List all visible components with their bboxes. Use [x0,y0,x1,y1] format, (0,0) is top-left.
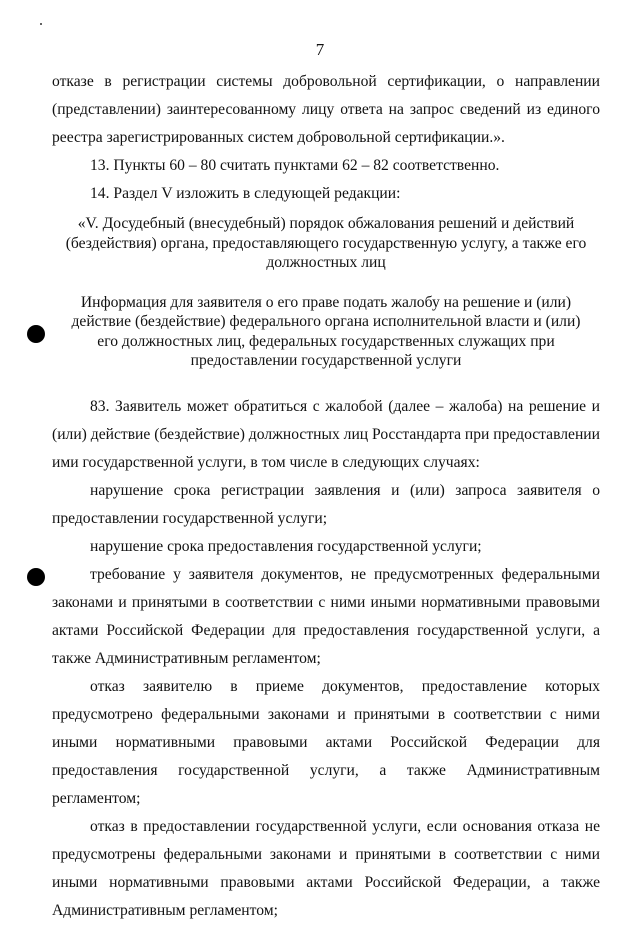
section-heading: «V. Досудебный (внесудебный) порядок обжалования решений и действий (бездействия) органа, предоставляющего государственную услугу, а также его должностных лиц [65,215,587,271]
paragraph-item-13: 13. Пункты 60 – 80 считать пунктами 62 – 82 соответственно. [90,157,500,174]
scan-speck [40,23,42,25]
paragraph-item-83: 83. Заявитель может обратиться с жалобой (далее – жалоба) на решение и (или) действие (бездействие) должностных лиц Росстандарта при предоставлении ими государственной услуги, в том числе в следующих случаях: [52,397,600,471]
list-item-case: нарушение срока регистрации заявления и (или) запроса заявителя о предоставлении государственной услуги; [52,481,600,527]
page-number: 7 [315,40,325,59]
section-subheading: Информация для заявителя о его праве подать жалобу на решение и (или) действие (бездействие) федерального органа исполнительной власти и (или) его должностных лиц, федеральных государственных служащих при предоставлении государственной услуги [71,293,581,369]
punch-hole [27,325,45,343]
punch-hole [27,568,45,586]
list-item-case: нарушение срока предоставления государственной услуги; [90,537,482,555]
list-item-case: отказ в предоставлении государственной услуги, если основания отказа не предусмотрены федеральными законами и принятыми в соответствии с ними иными нормативными правовыми актами Российской Федерации, а также [52,817,600,891]
list-item-case: отказ заявителю в приеме документов, предоставление которых предусмотрено федеральными законами и принятыми в соответствии с ними иными нормативными правовыми актами Российской Федерации для предоставления государственной услуги, а также Административным регламентом; [52,677,600,807]
list-item-case: требование у заявителя документов, не предусмотренных федеральными законами и принятыми в соответствии с ними иными нормативными правовыми актами Российской Федерации для предоставления государственной услуги, а также Административным регламентом; [52,565,600,667]
paragraph-continuation: отказе в регистрации системы добровольной сертификации, о направлении (представлении) заинтересованному лицу ответа на запрос сведений из единого реестра зарегистрированных систем добровольной сертификации.». [52,73,600,146]
paragraph-item-14: 14. Раздел V изложить в следующей редакции: [90,185,401,202]
list-item-case-end: Административным регламентом; [52,901,278,919]
document-body [52,68,600,925]
